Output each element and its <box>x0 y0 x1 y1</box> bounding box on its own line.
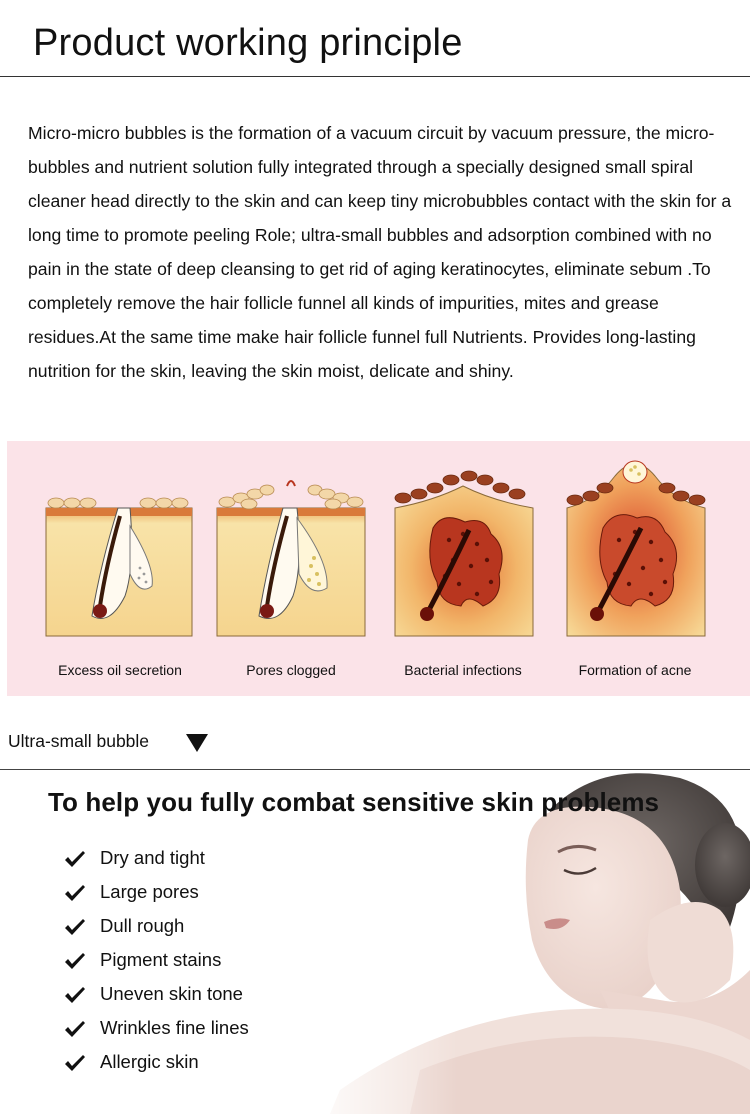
skin-problem-label: Pigment stains <box>100 949 222 970</box>
pores-clogged-illustration <box>201 456 381 646</box>
skin-problem-list <box>64 844 249 1082</box>
combat-headline: To help you fully combat sensitive skin problems <box>48 787 660 817</box>
list-item <box>64 912 249 946</box>
check-icon <box>64 884 86 902</box>
check-icon <box>64 1054 86 1072</box>
stage-pores-clogged <box>201 441 381 696</box>
list-item <box>64 844 249 878</box>
list-item <box>64 1048 249 1082</box>
check-icon <box>64 952 86 970</box>
skin-problem-label: Uneven skin tone <box>100 983 243 1004</box>
check-icon <box>64 850 86 868</box>
skin-problem-label: Dry and tight <box>100 847 205 868</box>
page-title: Product working principle <box>33 22 463 64</box>
stage-label: Formation of acne <box>578 662 692 678</box>
skin-problem-label: Wrinkles fine lines <box>100 1017 249 1038</box>
list-item <box>64 878 249 912</box>
woman-portrait-image <box>300 770 750 1114</box>
ultra-small-bubble-label: Ultra-small bubble <box>8 731 150 751</box>
stage-label: Excess oil secretion <box>58 662 182 678</box>
bacterial-infection-illustration <box>373 456 553 646</box>
skin-problem-label: Allergic skin <box>100 1051 199 1072</box>
stage-formation-of-acne <box>545 441 725 696</box>
stage-label: Pores clogged <box>246 662 336 678</box>
excess-oil-illustration <box>30 456 210 646</box>
list-item <box>64 1014 249 1048</box>
title-divider <box>0 76 750 77</box>
down-triangle-icon <box>186 734 208 752</box>
stage-label: Bacterial infections <box>404 662 522 678</box>
check-icon <box>64 986 86 1004</box>
list-item <box>64 980 249 1014</box>
skin-problem-label: Dull rough <box>100 915 185 936</box>
check-icon <box>64 1020 86 1038</box>
principle-paragraph: Micro-micro bubbles is the formation of a vacuum circuit by vacuum pressure, the micro-bubbles and nutrient solution fully integrated through a specially designed small spiral cleaner head directly to the skin and can keep tiny microbubbles contact with the skin for a long time to promote peeling Role; ultra-small bubbles and adsorption combined with no pain in the state of deep cleansing to get rid of aging keratinocytes, eliminate sebum .To completely remove the hair follicle funnel all kinds of impurities, mites and grease residues.At the same time make hair follicle funnel full Nutrients. Provides long-lasting nutrition for the skin, leaving the skin moist, delicate and shiny. <box>28 123 732 381</box>
check-icon <box>64 918 86 936</box>
list-item <box>64 946 249 980</box>
skin-problem-label: Large pores <box>100 881 199 902</box>
stage-excess-oil <box>30 441 210 696</box>
acne-formation-illustration <box>545 456 725 646</box>
stage-bacterial-infections <box>373 441 553 696</box>
acne-stages-panel <box>7 441 750 696</box>
